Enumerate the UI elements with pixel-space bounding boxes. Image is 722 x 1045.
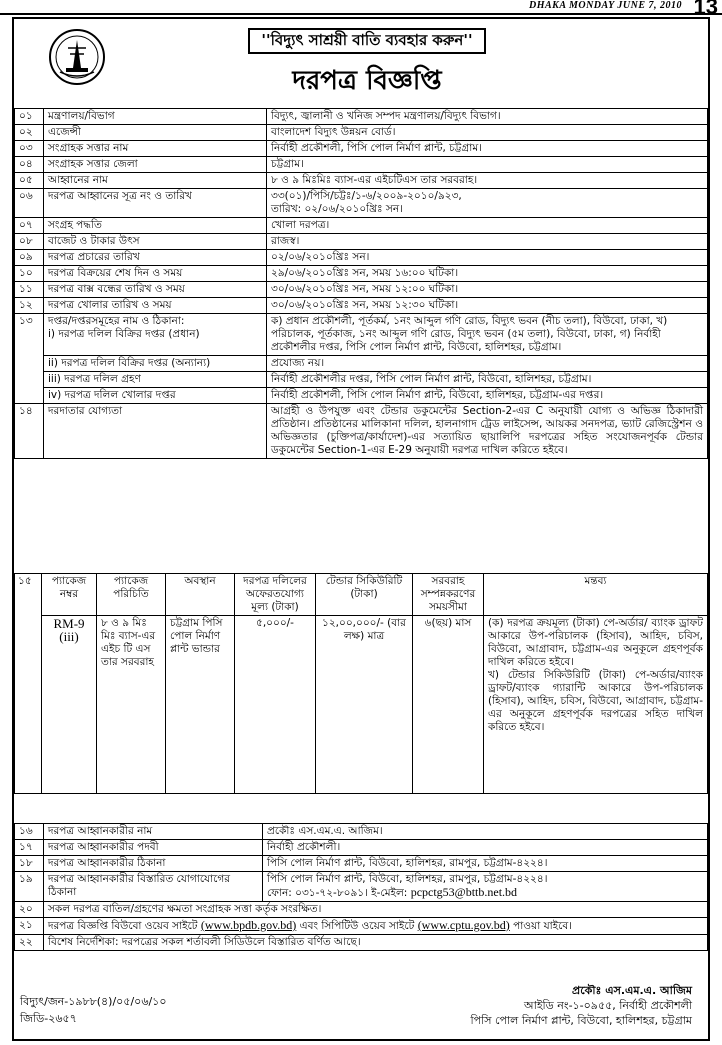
table-row [15, 189, 708, 218]
table-row [15, 157, 708, 173]
row-label: দরদাতার যোগ্যতা [44, 404, 267, 459]
offices-heading: দপ্তর/দপ্তরসমূহের নাম ও ঠিকানা: [48, 315, 185, 327]
bpdb-logo-icon [48, 28, 106, 86]
energy-saving-slogan: ''বিদ্যুৎ সাশ্রয়ী বাতি ব্যবহার করুন'' [248, 28, 486, 54]
eligibility-value: আগ্রহী ও উপযুক্ত এবং টেন্ডার ডকুমেন্টের Section-2-এর C অনুযায়ী যোগ্য ও অভিজ্ঞ ঠিকাদারী প্রতিষ্ঠান। প্রতিষ্ঠানের মালিকানা দলিল, হালনাগাদ ট্রেড লাইসেন্স, আয়কর সনদপত্র, ভ্যাট রেজিস্ট্রেশন ও অভিজ্ঞতার (চুক্তিপত্র/কার্যাদেশ)-এর সত্যায়িত ছায়ালিপি দরপত্রের সহিত সংযোজনপূর্বক টেন্ডার ডকুমেন্টের Section-1-এর E-29 অনুযায়ী দরপত্র দাখিল করিতে হইবে। [267, 404, 708, 459]
tender-security: ১২,০০,০০০/- (বার লক্ষ) মাত্র [316, 616, 413, 794]
row-number: ১৫ [15, 574, 42, 794]
table-row [15, 872, 708, 902]
sale-office-main-value: ক) প্রধান প্রকৌশলী, পূর্তকর্ম, ১নং আব্দুল গণি রোড, বিদ্যুৎ ভবন (নীচ তলা), বিউবো, ঢাকা, খ) পরিচালক, পূর্তকাজ, ১নং আব্দুল গণি রোড, বিদ্যুৎ ভবন (৫ম তলা), বিউবো, ঢাকা, গ) নির্বাহী প্রকৌশলীর দপ্তর, পিসি পোল নির্মাণ প্লান্ট, বিউবো, হালিশহর, চট্টগ্রাম। [267, 314, 708, 356]
row-number: ০৫ [15, 173, 44, 189]
row-text: বিশেষ নির্দেশিকা: দরপত্রের সকল শর্তাবলী সিডিউলে বিস্তারিত বর্ণিত আছে। [44, 935, 708, 951]
row-label: এজেন্সী [44, 125, 267, 141]
row-value: ৩০/০৬/২০১০খ্রিঃ সন, সময় ১২:০০ ঘটিকা। [267, 282, 708, 298]
newspaper-dateline: DHAKA MONDAY JUNE 7, 2010 [529, 0, 682, 11]
row-number: ১১ [15, 282, 44, 298]
header-rule [0, 13, 722, 15]
contact-phone: ফোন: ০৩১-৭২-৮০৯১। ই-মেইল: [267, 887, 408, 899]
document-price: ৫,০০০/- [235, 616, 316, 794]
col-location: অবস্থান [166, 574, 235, 616]
row-number: ২০ [15, 902, 44, 918]
remarks-cell [484, 616, 708, 794]
table-row [15, 314, 708, 356]
row-value: রাজস্ব। [267, 234, 708, 250]
signer-office: পিসি পোল নির্মাণ প্লান্ট, বিউবো, হালিশহর, চট্টগ্রাম [470, 1014, 692, 1027]
table-row [15, 298, 708, 314]
table-row [15, 141, 708, 157]
row-number: ১৩ [15, 314, 44, 404]
table-row [15, 918, 708, 935]
package-location: চট্টগ্রাম পিসি পোল নির্মাণ প্লান্ট ভান্ডার [166, 616, 235, 794]
row-value: ৮ ও ৯ মিঃমিঃ ব্যাস-এর এইচটিএস তার সরবরাহ। [267, 173, 708, 189]
row-label: দরপত্র আহ্বানকারীর ঠিকানা [44, 856, 263, 872]
table-row [15, 173, 708, 189]
signer-designation: আইডি নং-১-০৯৫৫, নির্বাহী প্রকৌশলী [523, 999, 692, 1012]
row-value: ৩০/০৬/২০১০খ্রিঃ সন, সময় ১২:৩০ ঘটিকা। [267, 298, 708, 314]
opening-office-value: নির্বাহী প্রকৌশলী, পিসি পোল নির্মাণ প্লান্ট, বিউবো, হালিশহর, চট্টগ্রাম-এর দপ্তর। [267, 388, 708, 404]
table-row [15, 388, 708, 404]
reference-date: তারিখ: ০২/০৬/২০১০খ্রিঃ সন। [271, 203, 403, 215]
row-number: ১৯ [15, 872, 44, 902]
table-row [15, 824, 708, 840]
delivery-duration: ৬(ছয়) মাস [413, 616, 484, 794]
col-price: দরপত্র দলিলের অফেরতযোগ্য মূল্য (টাকা) [235, 574, 316, 616]
page-title: দরপত্র বিজ্ঞপ্তি [292, 66, 442, 96]
row-number: ২১ [15, 918, 44, 935]
remark-a: (ক) দরপত্র ক্রয়মূল্য (টাকা) পে-অর্ডার/ ব্যাংক ড্রাফট আকারে উপ-পরিচালক (হিসাব), আহিদ, চবিস, বিউবো, আগ্রাবাদ, চট্টগ্রাম-এর অনুকূলে গ্রহণপূর্বক দাখিল করিতে হইবে। [488, 617, 703, 668]
table-row [15, 218, 708, 234]
row-value: বাংলাদেশ বিদ্যুৎ উন্নয়ন বোর্ড। [267, 125, 708, 141]
web-text-b: এবং সিপিটিউ ওয়েব সাইটে [299, 920, 415, 932]
row-label: সংগ্রাহক সত্তার জেলা [44, 157, 267, 173]
row-label: আহ্বানের নাম [44, 173, 267, 189]
bpdb-website-link[interactable]: (www.bpdb.gov.bd) [200, 918, 297, 932]
row-label: মন্ত্রণালয়/বিভাগ [44, 109, 267, 125]
web-text-c: পাওয়া যাইবে। [513, 920, 572, 932]
row-text: সকল দরপত্র বাতিল/গ্রহণের ক্ষমতা সংগ্রাহক সত্তা কর্তৃক সংরক্ষিত। [44, 902, 708, 918]
table-row [15, 250, 708, 266]
package-header-row [15, 574, 708, 616]
row-value: প্রকৌঃ এস.এম.এ. আজিম। [263, 824, 708, 840]
package-number: RM-9 (iii) [42, 616, 97, 794]
table-row [15, 404, 708, 459]
cptu-website-link[interactable]: (www.cptu.gov.bd) [417, 918, 510, 932]
row-number: ১৮ [15, 856, 44, 872]
reference-number: ৩৩(০১)/পিসি/চট্টঃ/১-৬/২০০৯-২০১০/৯২৩, [271, 190, 462, 202]
footer [0, 983, 722, 1045]
row-value: ০২/০৬/২০১০খ্রিঃ সন। [267, 250, 708, 266]
contact-details [263, 872, 708, 902]
receipt-office-value: নির্বাহী প্রকৌশলীর দপ্তর, পিসি পোল নির্মাণ প্লান্ট, বিউবো, হালিশহর, চট্টগ্রাম। [267, 372, 708, 388]
row-label: বাজেট ও টাকার উৎস [44, 234, 267, 250]
sale-office-main-label: i) দরপত্র দলিল বিক্রির দপ্তর (প্রধান) [48, 328, 200, 340]
row-label: দরপত্র প্রচারের তারিখ [44, 250, 267, 266]
memo-number: বিদ্যুৎ/জন-১৯৮৮(৪)/০৫/০৬/১০ [20, 995, 167, 1008]
row-label: দরপত্র আহ্বানকারীর বিস্তারিত যোগাযোগের ঠিকানা [44, 872, 263, 902]
row-number: ১৭ [15, 840, 44, 856]
row-number: ১৪ [15, 404, 44, 459]
row-label: দরপত্র বিক্রয়ের শেষ দিন ও সময় [44, 266, 267, 282]
col-duration: সরবরাহ সম্পন্নকরণের সময়সীমা [413, 574, 484, 616]
contact-table [14, 823, 708, 951]
opening-office-label: iv) দরপত্র দলিল খোলার দপ্তর [44, 388, 267, 404]
table-row [15, 356, 708, 372]
row-label: দরপত্র আহ্বানকারীর পদবী [44, 840, 263, 856]
row-value: ২৯/০৬/২০১০খ্রিঃ সন, সময় ১৬:০০ ঘটিকা। [267, 266, 708, 282]
row-label: দরপত্র বাক্স বন্ধের তারিখ ও সময় [44, 282, 267, 298]
table-row [15, 125, 708, 141]
newspaper-header [0, 0, 722, 19]
row-number: ০৮ [15, 234, 44, 250]
row-value: বিদ্যুৎ, জ্বালানী ও খনিজ সম্পদ মন্ত্রণালয়/বিদ্যুৎ বিভাগ। [267, 109, 708, 125]
row-number: ১০ [15, 266, 44, 282]
row-label [44, 314, 267, 356]
row-number: ০৩ [15, 141, 44, 157]
row-label: সংগ্রহ পদ্ধতি [44, 218, 267, 234]
row-number: ২২ [15, 935, 44, 951]
row-text [44, 918, 708, 935]
col-package-identity: প্যাকেজ পরিচিতি [97, 574, 166, 616]
signature-block [471, 983, 692, 1028]
contact-email-link[interactable]: pcpctg53@bttb.net.bd [410, 885, 518, 899]
page-number: 13 [693, 0, 718, 19]
signer-name: প্রকৌঃ এস.এম.এ. আজিম [572, 984, 692, 997]
col-package-no: প্যাকেজ নম্বর [42, 574, 97, 616]
table-row [15, 840, 708, 856]
footer-memo [20, 993, 166, 1027]
row-value: পিসি পোল নির্মাণ প্লান্ট, বিউবো, হালিশহর, রামপুর, চট্টগ্রাম-৪২২৪। [263, 856, 708, 872]
remark-b: খ) টেন্ডার সিকিউরিটি (টাকা) পে-অর্ডার/ব্যাংক ড্রাফট/ব্যাংক গ্যারান্টি আকারে উপ-পরিচালক (হিসাব), আহিদ, চবিস, বিউবো, আগ্রাবাদ, চট্টগ্রাম-এর অনুকূলে গ্রহণপূর্বক দরপত্রের সহিত দাখিল করিতে হইবে। [488, 669, 703, 733]
receipt-office-label: iii) দরপত্র দলিল গ্রহণ [44, 372, 267, 388]
row-value [267, 189, 708, 218]
row-value: নির্বাহী প্রকৌশলী। [263, 840, 708, 856]
table-row [15, 266, 708, 282]
row-label: দরপত্র আহ্বানের সূত্র নং ও তারিখ [44, 189, 267, 218]
row-value: নির্বাহী প্রকৌশলী, পিসি পোল নির্মাণ প্লান্ট, চট্টগ্রাম। [267, 141, 708, 157]
table-row [15, 234, 708, 250]
row-number: ০২ [15, 125, 44, 141]
table-row [15, 109, 708, 125]
row-value: চট্টগ্রাম। [267, 157, 708, 173]
col-remarks: মন্তব্য [484, 574, 708, 616]
row-number: ০১ [15, 109, 44, 125]
tender-info-table [14, 108, 708, 459]
package-identity: ৮ ও ৯ মিঃ মিঃ ব্যাস-এর এইচ টি এস তার সরবরাহ [97, 616, 166, 794]
row-value: খোলা দরপত্র। [267, 218, 708, 234]
col-security: টেন্ডার সিকিউরিটি (টাকা) [316, 574, 413, 616]
package-row [15, 616, 708, 794]
table-row [15, 282, 708, 298]
row-number: ০৬ [15, 189, 44, 218]
row-number: ০৯ [15, 250, 44, 266]
package-table [14, 573, 708, 794]
table-row [15, 935, 708, 951]
table-row [15, 902, 708, 918]
table-row [15, 372, 708, 388]
sale-office-other-label: ii) দরপত্র দলিল বিক্রির দপ্তর (অন্যান্য) [44, 356, 267, 372]
row-label: সংগ্রাহক সত্তার নাম [44, 141, 267, 157]
gd-number: জিডি-২৬৫৭ [20, 1012, 77, 1025]
row-label: দরপত্র আহ্বানকারীর নাম [44, 824, 263, 840]
row-number: ০৪ [15, 157, 44, 173]
table-row [15, 856, 708, 872]
row-number: ১২ [15, 298, 44, 314]
contact-address: পিসি পোল নির্মাণ প্লান্ট, বিউবো, হালিশহর, রামপুর, চট্টগ্রাম-৪২২৪। [267, 873, 548, 885]
row-number: ১৬ [15, 824, 44, 840]
row-label: দরপত্র খোলার তারিখ ও সময় [44, 298, 267, 314]
web-text-a: দরপত্র বিজ্ঞপ্তি বিউবো ওয়েব সাইটে [48, 920, 198, 932]
sale-office-other-value: প্রযোজ্য নয়। [267, 356, 708, 372]
row-number: ০৭ [15, 218, 44, 234]
